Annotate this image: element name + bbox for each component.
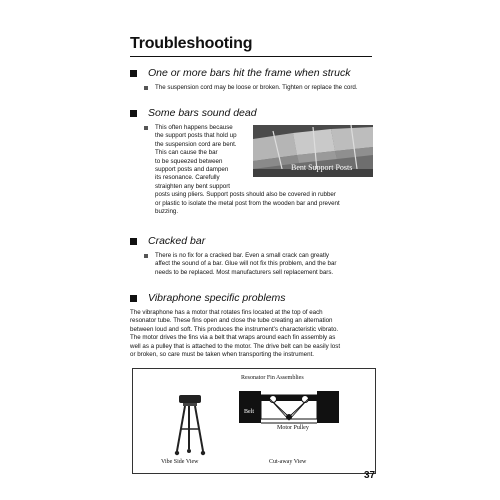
side-view-label: Vibe Side View xyxy=(161,459,199,465)
bullet-text: The suspension cord may be loose or broken. Tighten or replace the cord. xyxy=(155,84,358,91)
section-cracked-bar xyxy=(130,235,385,277)
vibe-diagram-drawing xyxy=(133,369,375,473)
list-item xyxy=(130,252,385,277)
belt-label: Belt xyxy=(244,409,254,415)
vibe-side-view-drawing xyxy=(175,395,205,455)
list-item xyxy=(130,84,400,92)
vibraphone-paragraph: The vibraphone has a motor that rotates fins located at the top of each resonator tube. These fins open and close the tube creating an alternation between loud and soft. This produces the instrument's characteristic vibrato. The motor drives the fins via a belt that wraps around each fin assembly as well as a pulley that is attached to the motor. The drive belt can be easily lost or broken, so care must be taken when transporting the instrument. xyxy=(130,309,341,359)
section-heading xyxy=(130,67,400,79)
section-heading xyxy=(130,235,385,247)
square-bullet-icon xyxy=(130,238,137,245)
bullet-text: There is no fix for a cracked bar. Even a small crack can greatly affect the sound of a bar. Glue will not fix this problem, and the bar needs to be replaced. Most manufacturers sell replacement bars. xyxy=(155,252,337,276)
small-square-bullet-icon xyxy=(144,86,148,90)
section-heading-text: One or more bars hit the frame when struck xyxy=(148,67,351,79)
section-vibraphone-problems xyxy=(130,292,286,304)
page-title: Troubleshooting xyxy=(130,35,253,52)
motor-pulley-label: Motor Pulley xyxy=(277,425,309,431)
section-heading xyxy=(130,107,380,119)
resonator-label: Resonator Fin Assemblies xyxy=(241,375,304,381)
section-heading-text: Cracked bar xyxy=(148,235,206,247)
photo-caption: Bent Support Posts xyxy=(291,163,353,172)
cutaway-view-label: Cut-away View xyxy=(269,459,307,465)
cutaway-view-drawing xyxy=(239,391,339,423)
title-underline xyxy=(130,56,372,57)
section-bars-hit-frame xyxy=(130,67,400,92)
section-heading-text: Some bars sound dead xyxy=(148,107,257,119)
small-square-bullet-icon xyxy=(144,254,148,258)
bent-support-posts-photo xyxy=(253,125,373,177)
section-heading xyxy=(130,292,286,304)
small-square-bullet-icon xyxy=(144,126,148,130)
section-heading-text: Vibraphone specific problems xyxy=(148,292,286,304)
bullet-text: This often happens because the support posts that hold up the suspension cord are bent. This can cause the bar to be squeezed between support posts and dampen its resonance. Carefully straighten any bent support posts using pliers. Support posts should also be covered in rubber or plastic to isolate the metal post from the wooden bar and prevent buzzing. xyxy=(155,124,340,216)
page-number: 37 xyxy=(364,470,376,481)
square-bullet-icon xyxy=(130,70,137,77)
vibraphone-diagram xyxy=(132,368,376,474)
square-bullet-icon xyxy=(130,110,137,117)
square-bullet-icon xyxy=(130,295,137,302)
